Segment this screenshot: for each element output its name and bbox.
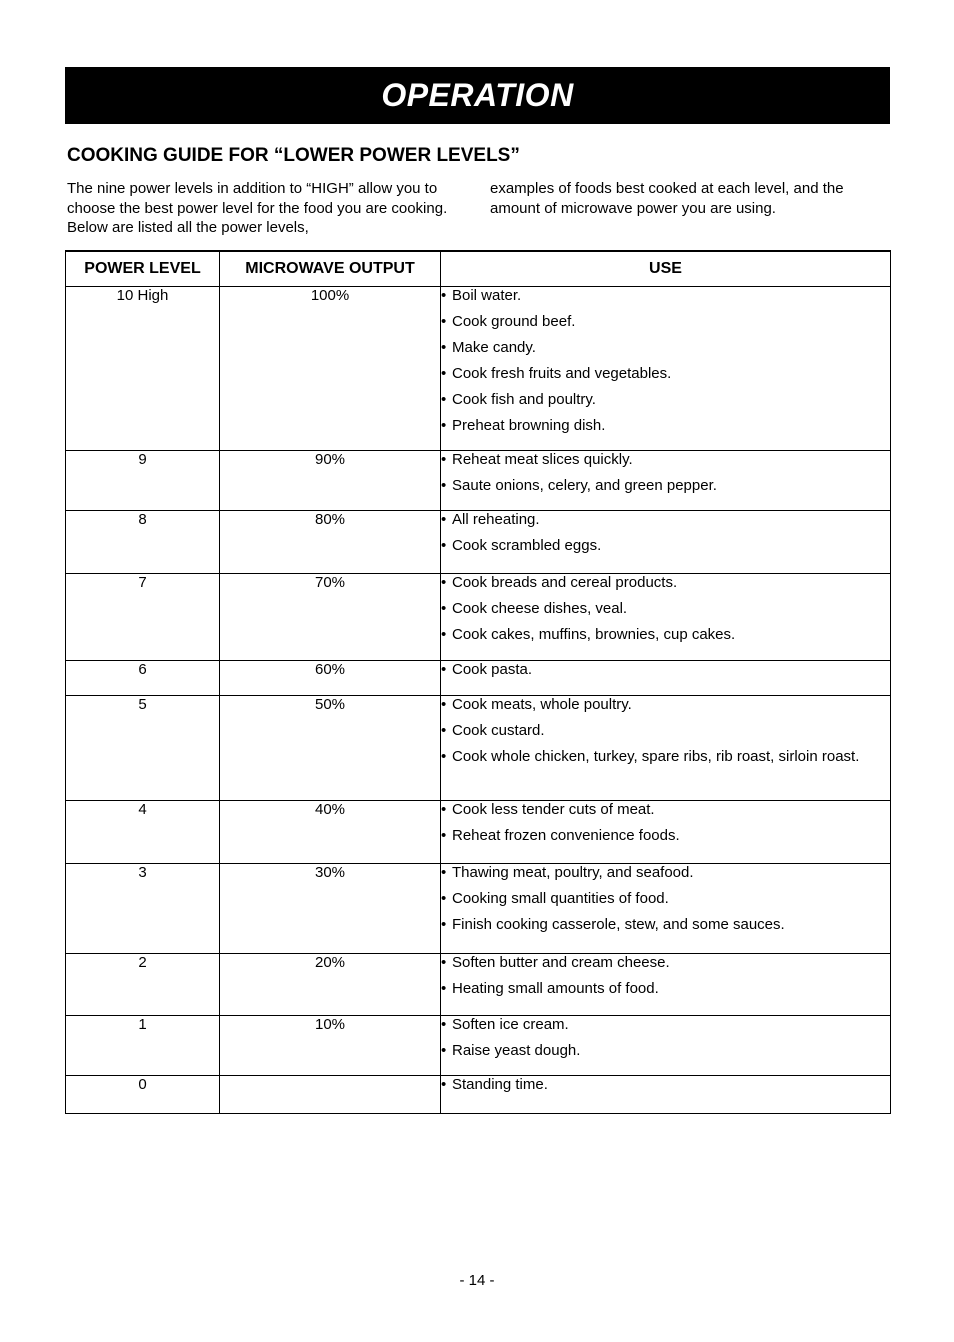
use-cell	[441, 1016, 891, 1076]
table-row	[66, 696, 891, 801]
use-list-item: • Heating small amounts of food.	[441, 980, 890, 997]
use-cell	[441, 287, 891, 451]
table-row	[66, 451, 891, 511]
use-list-item: • Cook custard.	[441, 722, 890, 739]
table-row	[66, 1016, 891, 1076]
table-row	[66, 864, 891, 954]
use-list-item: • Standing time.	[441, 1076, 890, 1093]
use-list	[441, 1076, 890, 1093]
power-level-cell: 0	[66, 1076, 220, 1114]
power-level-cell: 1	[66, 1016, 220, 1076]
intro-paragraph-right: examples of foods best cooked at each level, and the amount of microwave power you are using.	[490, 180, 844, 217]
power-level-table	[65, 250, 891, 1114]
use-list	[441, 954, 890, 997]
table-header-row	[66, 251, 891, 287]
use-cell	[441, 451, 891, 511]
microwave-output-cell: 80%	[220, 511, 441, 574]
microwave-output-cell: 100%	[220, 287, 441, 451]
microwave-output-cell: 10%	[220, 1016, 441, 1076]
use-cell	[441, 661, 891, 696]
header-banner	[65, 67, 890, 124]
power-level-cell: 5	[66, 696, 220, 801]
use-cell	[441, 1076, 891, 1114]
use-list-item: • Cook scrambled eggs.	[441, 537, 890, 554]
use-list-item: • Make candy.	[441, 339, 890, 356]
table-row	[66, 287, 891, 451]
power-level-cell: 9	[66, 451, 220, 511]
page-title: OPERATION	[381, 77, 574, 113]
column-header-use: USE	[441, 251, 891, 287]
use-list	[441, 511, 890, 554]
microwave-output-cell: 90%	[220, 451, 441, 511]
microwave-output-cell: 30%	[220, 864, 441, 954]
section-title: COOKING GUIDE FOR “LOWER POWER LEVELS”	[67, 145, 520, 166]
use-list-item: • Cook fresh fruits and vegetables.	[441, 365, 890, 382]
microwave-output-cell: 40%	[220, 801, 441, 864]
use-cell	[441, 864, 891, 954]
power-level-cell: 10 High	[66, 287, 220, 451]
use-cell	[441, 511, 891, 574]
microwave-output-cell	[220, 1076, 441, 1114]
use-list-item: • Thawing meat, poultry, and seafood.	[441, 864, 890, 881]
use-cell	[441, 954, 891, 1016]
use-list	[441, 287, 890, 434]
power-level-cell: 7	[66, 574, 220, 661]
use-list-item: • Reheat meat slices quickly.	[441, 451, 890, 468]
use-list-item: • Cook cakes, muffins, brownies, cup cakes.	[441, 626, 890, 643]
use-list	[441, 1016, 890, 1059]
use-cell	[441, 574, 891, 661]
use-list-item: • Cook meats, whole poultry.	[441, 696, 890, 713]
use-list-item: • Soften butter and cream cheese.	[441, 954, 890, 971]
table-body	[66, 287, 891, 1114]
power-level-cell: 8	[66, 511, 220, 574]
table-row	[66, 511, 891, 574]
table-row	[66, 574, 891, 661]
use-list	[441, 574, 890, 643]
use-list	[441, 451, 890, 494]
microwave-output-cell: 50%	[220, 696, 441, 801]
microwave-output-cell: 70%	[220, 574, 441, 661]
table-row	[66, 661, 891, 696]
use-list-item: • Cooking small quantities of food.	[441, 890, 890, 907]
use-list-item: • Boil water.	[441, 287, 890, 304]
use-list-item: • Soften ice cream.	[441, 1016, 890, 1033]
use-list	[441, 696, 890, 765]
use-cell	[441, 696, 891, 801]
intro-paragraph-left: The nine power levels in addition to “HIGH” allow you to choose the best power level for the food you are cooking. Below are listed all the power levels,	[67, 180, 448, 236]
use-list	[441, 661, 890, 678]
power-level-cell: 4	[66, 801, 220, 864]
microwave-output-cell: 20%	[220, 954, 441, 1016]
microwave-output-cell: 60%	[220, 661, 441, 696]
power-level-cell: 6	[66, 661, 220, 696]
use-list-item: • Raise yeast dough.	[441, 1042, 890, 1059]
use-list-item: • Saute onions, celery, and green pepper.	[441, 477, 890, 494]
use-list	[441, 801, 890, 844]
use-list-item: • Finish cooking casserole, stew, and some sauces.	[441, 916, 890, 933]
column-header-microwave-output: MICROWAVE OUTPUT	[220, 251, 441, 287]
table-row	[66, 801, 891, 864]
use-list-item: • Cook ground beef.	[441, 313, 890, 330]
column-header-power-level: POWER LEVEL	[66, 251, 220, 287]
use-list-item: • Cook whole chicken, turkey, spare ribs, rib roast, sirloin roast.	[441, 748, 890, 765]
use-list-item: • Cook fish and poultry.	[441, 391, 890, 408]
use-cell	[441, 801, 891, 864]
power-level-cell: 3	[66, 864, 220, 954]
use-list	[441, 864, 890, 933]
use-list-item: • Preheat browning dish.	[441, 417, 890, 434]
use-list-item: • Cook less tender cuts of meat.	[441, 801, 890, 818]
page-number: - 14 -	[459, 1272, 495, 1289]
use-list-item: • Reheat frozen convenience foods.	[441, 827, 890, 844]
use-list-item: • Cook pasta.	[441, 661, 890, 678]
table-row	[66, 1076, 891, 1114]
use-list-item: • Cook breads and cereal products.	[441, 574, 890, 591]
table-row	[66, 954, 891, 1016]
use-list-item: • Cook cheese dishes, veal.	[441, 600, 890, 617]
power-level-cell: 2	[66, 954, 220, 1016]
use-list-item: • All reheating.	[441, 511, 890, 528]
